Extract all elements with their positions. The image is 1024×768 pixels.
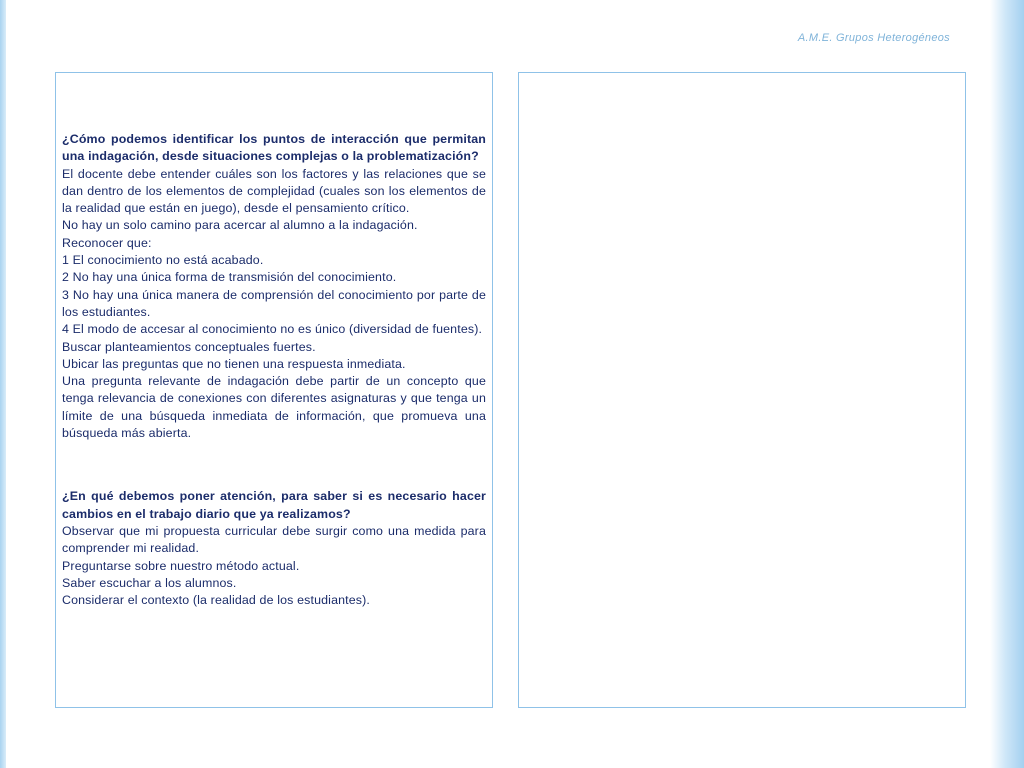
section1-paragraph: No hay un solo camino para acercar al alumno a la indagación.: [62, 218, 418, 233]
left-column-content: [62, 131, 486, 609]
section-spacer: [62, 442, 486, 488]
page-right-border: [990, 0, 1024, 768]
section1-paragraph: Reconocer que:: [62, 235, 152, 250]
section1-paragraph: 4 El modo de accesar al conocimiento no es único (diversidad de fuentes).: [62, 322, 483, 337]
section1-paragraph: 3 No hay una única manera de comprensión del conocimiento por parte de los estudiantes.: [62, 287, 486, 319]
section1-paragraph: Una pregunta relevante de indagación debe partir de un concepto que tenga relevancia de conexiones con diferentes asignaturas y que tenga un límite de una búsqueda inmediata de información, que promueva una búsqueda más abierta.: [62, 374, 486, 441]
right-text-column[interactable]: [518, 72, 966, 708]
section1-paragraph: Buscar planteamientos conceptuales fuertes.: [62, 339, 316, 354]
section2-paragraph: Considerar el contexto (la realidad de los estudiantes).: [62, 593, 371, 608]
page-left-border: [0, 0, 6, 768]
section2-paragraph: Preguntarse sobre nuestro método actual.: [62, 558, 300, 573]
section1-paragraph: 2 No hay una única forma de transmisión del conocimiento.: [62, 270, 397, 285]
section1-paragraph: Ubicar las preguntas que no tienen una respuesta inmediata.: [62, 356, 406, 371]
left-text-column: [55, 72, 493, 708]
section2-paragraph: Saber escuchar a los alumnos.: [62, 575, 237, 590]
section2-paragraph: Observar que mi propuesta curricular debe surgir como una medida para comprender mi realidad.: [62, 523, 486, 556]
section1-question: ¿Cómo podemos identificar los puntos de interacción que permitan una indagación, desde situaciones complejas o la problematización?: [62, 132, 486, 164]
section2-question: ¿En qué debemos poner atención, para saber si es necesario hacer cambios en el trabajo diario que ya realizamos?: [62, 489, 486, 521]
section1-paragraph: El docente debe entender cuáles son los factores y las relaciones que se dan dentro de los elementos de complejidad (cuales son los elementos de la realidad que están en juego), desde el pensamiento crítico.: [62, 166, 486, 216]
section1-paragraph: 1 El conocimiento no está acabado.: [62, 253, 264, 268]
header-title: A.M.E. Grupos Heterogéneos: [797, 32, 950, 44]
